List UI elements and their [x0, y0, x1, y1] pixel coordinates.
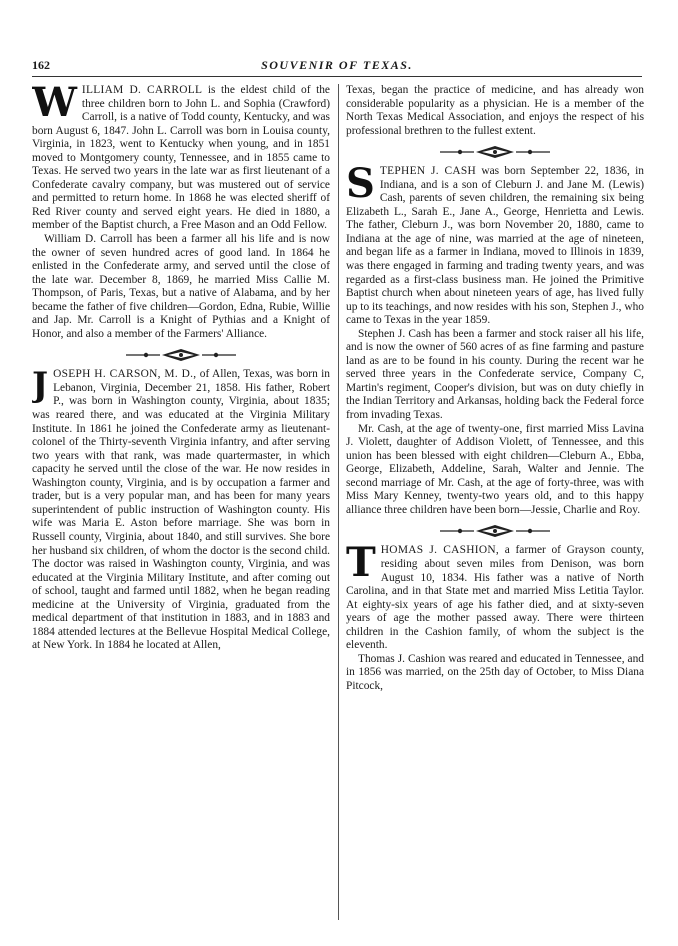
- section-ornament: [32, 344, 330, 366]
- column-divider: [338, 84, 339, 920]
- paragraph-text: a farmer of Grayson county, residing about seven miles from Denison, was born August 10, 1834. His father was a native of North Carolina, and in that State met and married Miss Letitia Taylor. At eighty-six years of age his father died, and at sixty-seven years of age the mother passed away. There were thirteen children in the Cashion family, of whom the subject is the eleventh.: [346, 544, 644, 652]
- biography-name: TEPHEN J. CASH: [379, 165, 477, 178]
- paragraph-text: was born September 22, 1836, in Indiana, and is a son of Cleburn J. and Jane M. (Lewis) Cash, parents of seven children, the remaining six being Elizabeth L., Sarah E., Jane A., George, Henrietta and Lewis. The father, Cleburn J., was born November 20, 1880, came to Indiana at the age of nine, was married at the age of nineteen, and began life as a farmer in Indiana, moved to Illinois in 1839, was there engaged in farming and trading twenty years, and was regarded as a first-class business man. He joined the Primitive Baptist church when about nineteen years of age, has lived fully up to its teachings, and now resides with his son, Stephen J., who came to Texas in the year 1859.: [346, 165, 644, 327]
- paragraph-text: Thomas J. Cashion was reared and educated in Tennessee, and in 1856 was married, on the 25th day of October, to Miss Diana Pitcock,: [346, 652, 644, 692]
- header-rule: [32, 76, 642, 77]
- biography-name: ILLIAM D. CARROLL: [81, 84, 203, 96]
- biography-carson: [32, 365, 330, 652]
- paragraph-text: Stephen J. Cash has been a farmer and stock raiser all his life, and is now the owner of 560 acres of as fine farming and pasture land as are to be found in his county. During the recent war he served three years in the Confederate service, Company C, Martin's regiment, Cooper's division, but was on duty chiefly in the Indian Territory and Arkansas, holding back the Federal force from invading Texas.: [346, 327, 644, 422]
- drop-cap: J: [32, 365, 49, 406]
- page-number: 162: [32, 58, 50, 72]
- ornament-icon: [436, 144, 554, 160]
- paragraph-text: Texas, began the practice of medicine, and has already won considerable popularity as a physician. He is a member of the North Texas Medical Association, and enjoys the respect of his professional brethren to the fullest extent.: [346, 84, 644, 137]
- section-ornament: [346, 141, 644, 163]
- running-title: SOUVENIR OF TEXAS.: [261, 58, 413, 72]
- paragraph-text: is the eldest child of the three children born to John L. and Sophia (Crawford) Carroll, is a native of Todd county, Kentucky, and was born August 6, 1847. John L. Carroll was born in Louisa county, Virginia, in 1823, went to Kentucky when young, and in 1851 moved to Montgomery county, Tennessee, and in 1855 came to Texas. He served two years in the late war as first lieutenant of a Confederate cavalry company, but was mustered out of service and permitted to return home. In 1868 he was elected sheriff of Red River county and served eight years. He died in 1880, a member of the Baptist church, a Free Mason and an Odd Fellow.: [32, 84, 330, 232]
- ornament-icon: [122, 347, 240, 363]
- paragraph-text: Mr. Cash, at the age of twenty-one, first married Miss Lavina J. Violett, daughter of Addison Violett, of Tennessee, and this union has been blessed with eight children—Cleburn A., Ebba, George, Elizabeth, Addeline, Sarah, Walter and Jennie. The second marriage of Mr. Cash, at the age of forty-three, was with Miss Mary Kenney, twenty-two years old, and to this happy alliance three children have been born—Jessie, Charlie and Roy.: [346, 422, 644, 516]
- biography-cashion: [346, 539, 644, 693]
- section-ornament: [346, 520, 644, 542]
- drop-cap: W: [32, 84, 77, 126]
- biography-name: OSEPH H. CARSON, M. D.,: [53, 368, 197, 381]
- biography-name: HOMAS J. CASHION,: [380, 544, 500, 557]
- left-column: [32, 84, 330, 924]
- page-header: [32, 58, 642, 74]
- ornament-icon: [436, 523, 554, 539]
- drop-cap: S: [346, 160, 375, 208]
- paragraph-text: of Allen, Texas, was born in Lebanon, Virginia, December 21, 1858. His father, Robert P., was born in Washington county, Virginia, about 1835; was reared there, and was educated at the Virginia Military Institute. In 1861 he joined the Confederate army as lieutenant-colonel of the Thirty-seventh Virginia infantry, and after serving two years with that rank, was made quartermaster, in which capacity he served until the close of the war. He now resides in Washington county, Virginia, and is by occupation a farmer and trader, but is a very popular man, and has been for many years superintendent of public instruction of Washington county. His wife was Maria E. Aston before marriage. She was born in Russell county, Virginia, about 1840, and still survives. She bore her husband six children, of whom the doctor is the second child. The doctor was raised in Washington county, Virginia, and was educated at the Virginia Military Institute, and after coming out of school, taught and farmed until 1882, when he began reading medicine at the University of Virginia, graduated from the medical department of that institution in 1883, and in 1883 and 1884 attended lectures at the Bellevue Hospital Medical College, at New York. In 1884 he located at Allen,: [32, 368, 330, 652]
- biography-carroll: [32, 84, 330, 341]
- right-column: [346, 84, 644, 924]
- biography-cash: [346, 160, 644, 517]
- drop-cap: T: [346, 539, 376, 587]
- paragraph-text: William D. Carroll has been a farmer all his life and is now the owner of seven hundred acres of good land. In 1864 he enlisted in the Confederate army, and served until the close of the late war. December 8, 1869, he married Miss Callie M. Thompson, of Paris, Texas, but a native of Alabama, and by her became the father of five children—Gordon, Edna, Rubie, Willie and Jap. Mr. Carroll is a Knight of Pythias and a Knight of Honor, and also a member of the Farmers' Alliance.: [32, 233, 330, 340]
